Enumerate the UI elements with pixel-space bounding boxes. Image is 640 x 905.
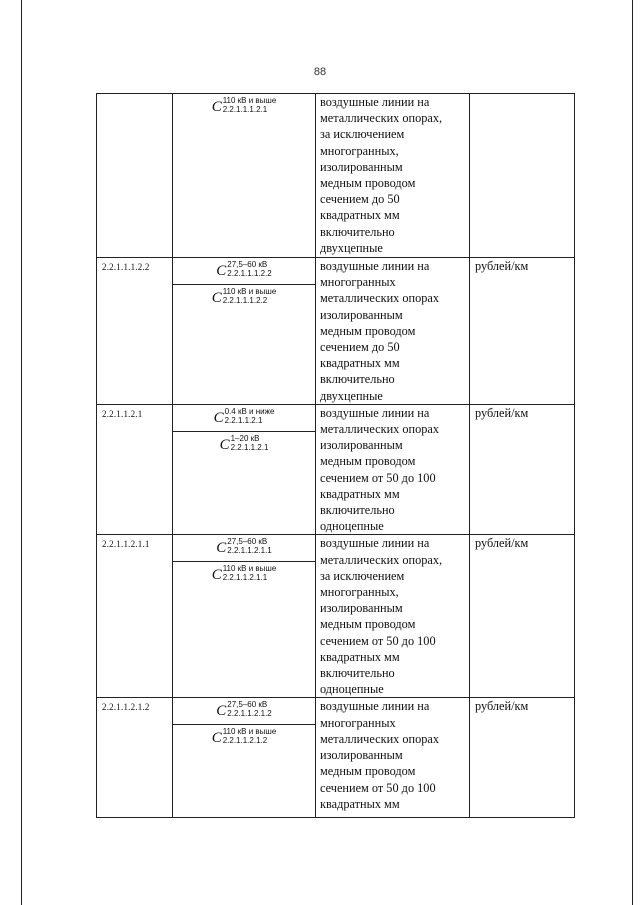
voltage-superscript: 110 кВ и выше bbox=[222, 564, 277, 574]
description-line: воздушные линии на bbox=[320, 95, 430, 109]
index-subscript: 2.2.1.1.2.1.2 bbox=[227, 709, 272, 719]
table-row bbox=[97, 94, 575, 258]
table-row bbox=[97, 258, 575, 405]
description-line: металлических опорах bbox=[320, 291, 440, 306]
rate-letter: C bbox=[211, 567, 222, 584]
unit-cell: рублей/км bbox=[470, 698, 575, 818]
index-subscript: 2.2.1.1.1.2.1 bbox=[222, 105, 268, 114]
rate-letter: C bbox=[219, 436, 230, 453]
table-row bbox=[97, 698, 575, 818]
rate-formula-cell bbox=[173, 698, 316, 818]
description-line: металлических опорах bbox=[320, 731, 440, 746]
description-line: квадратных мм bbox=[320, 356, 400, 371]
description-line: сечением от 50 до 100 bbox=[320, 780, 436, 795]
description-line: многогранных, bbox=[320, 143, 399, 158]
rate-formula bbox=[173, 432, 315, 458]
item-code-cell: 2.2.1.1.2.1.1 bbox=[97, 535, 173, 698]
rate-letter: C bbox=[216, 263, 227, 279]
description-line: медным проводом bbox=[320, 176, 416, 191]
rate-symbol bbox=[216, 700, 272, 719]
description-line: воздушные линии на bbox=[320, 259, 430, 273]
description-line: медным проводом bbox=[320, 323, 416, 338]
rate-formula bbox=[173, 725, 315, 751]
index-subscript: 2.2.1.1.1.2.2 bbox=[222, 296, 268, 305]
description-line: двухцепные bbox=[320, 388, 383, 403]
description-cell bbox=[316, 404, 470, 535]
description-line: изолированным bbox=[320, 307, 403, 322]
description-line: изолированным bbox=[320, 159, 403, 174]
rate-formula-cell bbox=[173, 258, 316, 405]
description-cell bbox=[316, 94, 470, 258]
rate-symbol bbox=[212, 727, 277, 746]
description-line: многогранных bbox=[320, 715, 396, 730]
description-line: металлических опорах bbox=[320, 422, 440, 437]
description-line: включительно bbox=[320, 372, 395, 387]
description-line: квадратных мм bbox=[320, 486, 400, 501]
description-cell bbox=[316, 535, 470, 698]
unit-cell: рублей/км bbox=[470, 258, 575, 405]
rate-symbol bbox=[220, 434, 269, 453]
description-line: металлических опорах, bbox=[320, 552, 443, 567]
description-cell bbox=[316, 258, 470, 405]
description-line: квадратных мм bbox=[320, 208, 400, 223]
index-subscript: 2.2.1.1.2.1.1 bbox=[222, 573, 268, 583]
unit-cell bbox=[470, 94, 575, 258]
rate-formula-cell bbox=[173, 404, 316, 535]
rate-formula bbox=[173, 562, 315, 588]
description-line: двухцепные bbox=[320, 240, 383, 255]
voltage-superscript: 110 кВ и выше bbox=[222, 727, 277, 737]
description-line: квадратных мм bbox=[320, 796, 400, 811]
description-line: одноцепные bbox=[320, 682, 384, 697]
rate-formula bbox=[173, 94, 315, 120]
rate-formula-cell bbox=[173, 94, 316, 258]
index-subscript: 2.2.1.1.2.1.1 bbox=[227, 546, 272, 556]
item-code-cell: 2.2.1.1.2.1 bbox=[97, 404, 173, 535]
unit-cell: рублей/км bbox=[470, 404, 575, 535]
rate-letter: C bbox=[213, 409, 224, 426]
item-code-cell: 2.2.1.1.2.1.2 bbox=[97, 698, 173, 818]
index-subscript: 2.2.1.1.2.1 bbox=[230, 442, 269, 452]
description-line: сечением до 50 bbox=[320, 192, 400, 207]
voltage-superscript: 0.4 кВ и ниже bbox=[224, 406, 275, 416]
page-number: 88 bbox=[313, 66, 327, 78]
description-line: сечением от 50 до 100 bbox=[320, 470, 436, 485]
rate-formula bbox=[173, 285, 315, 311]
rate-formula bbox=[173, 698, 315, 725]
description-line: изолированным bbox=[320, 438, 403, 453]
rate-symbol bbox=[216, 537, 272, 556]
index-subscript: 2.2.1.1.1.2.2 bbox=[227, 269, 272, 278]
rate-letter: C bbox=[211, 99, 222, 115]
description-line: сечением до 50 bbox=[320, 340, 400, 355]
index-subscript: 2.2.1.1.2.1.2 bbox=[222, 736, 268, 746]
description-line: за исключением bbox=[320, 127, 405, 142]
voltage-superscript: 110 кВ и выше bbox=[222, 96, 277, 105]
rate-formula bbox=[173, 535, 315, 562]
voltage-superscript: 110 кВ и выше bbox=[222, 287, 277, 296]
description-line: включительно bbox=[320, 224, 395, 239]
rate-letter: C bbox=[216, 703, 227, 720]
scan-edge-right bbox=[632, 0, 633, 905]
description-line: медным проводом bbox=[320, 764, 416, 779]
rate-symbol bbox=[216, 260, 272, 279]
voltage-superscript: 27,5–60 кВ bbox=[227, 700, 268, 710]
description-line: металлических опорах, bbox=[320, 111, 443, 126]
item-code-cell: 2.2.1.1.1.2.2 bbox=[97, 258, 173, 405]
description-line: воздушные линии на bbox=[320, 699, 430, 714]
rate-symbol bbox=[214, 407, 275, 426]
rate-letter: C bbox=[211, 730, 222, 747]
voltage-superscript: 27,5–60 кВ bbox=[227, 537, 268, 547]
rate-formula bbox=[173, 258, 315, 285]
description-line: медным проводом bbox=[320, 617, 416, 632]
rate-letter: C bbox=[216, 540, 227, 557]
index-subscript: 2.2.1.1.2.1 bbox=[224, 415, 263, 425]
description-line: одноцепные bbox=[320, 519, 384, 534]
description-line: сечением от 50 до 100 bbox=[320, 633, 436, 648]
voltage-superscript: 27,5–60 кВ bbox=[227, 260, 268, 269]
table-row bbox=[97, 535, 575, 698]
description-line: медным проводом bbox=[320, 454, 416, 469]
description-line: многогранных bbox=[320, 275, 396, 290]
rate-symbol bbox=[212, 96, 277, 115]
rate-symbol bbox=[212, 564, 277, 583]
rate-formula-cell bbox=[173, 535, 316, 698]
description-line: многогранных, bbox=[320, 585, 399, 600]
item-code-cell bbox=[97, 94, 173, 258]
tariff-table bbox=[96, 93, 575, 818]
rate-formula bbox=[173, 405, 315, 432]
description-line: за исключением bbox=[320, 568, 405, 583]
description-line: воздушные линии на bbox=[320, 536, 430, 551]
description-line: включительно bbox=[320, 666, 395, 681]
tariff-table-body bbox=[97, 94, 575, 818]
scan-edge-left bbox=[21, 0, 22, 905]
table-row bbox=[97, 404, 575, 535]
unit-cell: рублей/км bbox=[470, 535, 575, 698]
rate-letter: C bbox=[211, 290, 222, 306]
description-line: воздушные линии на bbox=[320, 405, 430, 420]
description-line: изолированным bbox=[320, 601, 403, 616]
rate-symbol bbox=[212, 287, 277, 306]
description-line: квадратных мм bbox=[320, 649, 400, 664]
voltage-superscript: 1–20 кВ bbox=[230, 433, 260, 443]
description-line: изолированным bbox=[320, 748, 403, 763]
description-line: включительно bbox=[320, 503, 395, 518]
description-cell bbox=[316, 698, 470, 818]
